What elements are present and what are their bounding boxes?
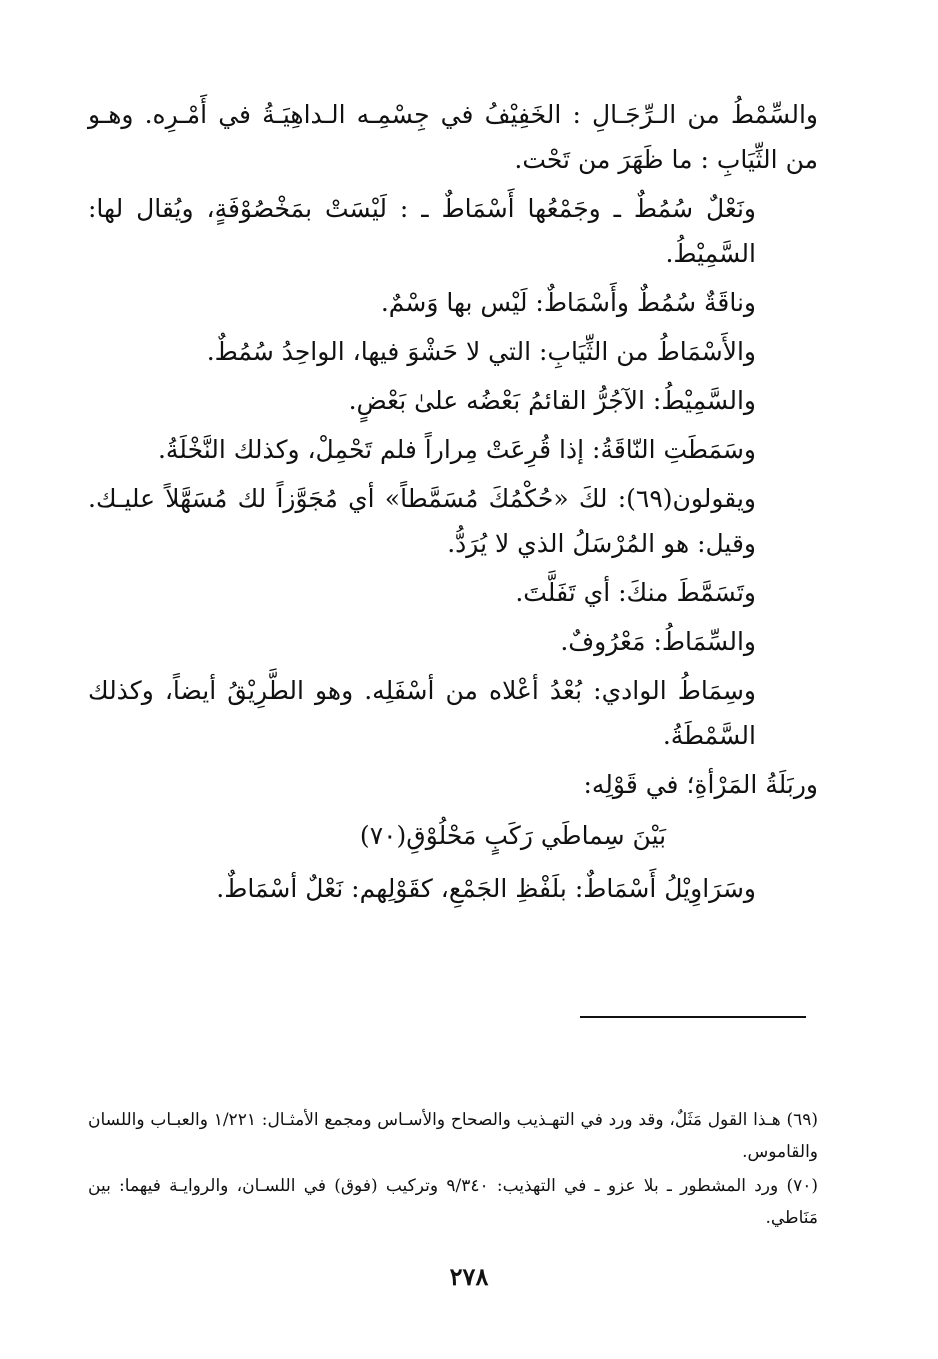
paragraph-1: والسِّمْطُ من الـرِّجَـالِ : الخَفِيْفُ في جِسْمِـه الـداهِيَـةُ في أَمْـرِه. وهـو من الثِّيَابِ : ما ظَهَرَ من تَحْت. bbox=[88, 100, 818, 174]
paragraph-11: وربَلَةُ المَرْأةِ؛ في قَوْلِه: bbox=[583, 770, 818, 799]
paragraph-10: وسِمَاطُ الوادي: بُعْدُ أعْلاه من أسْفَلِه. وهو الطَّرِيْقُ أيضاً، وكذلك السَّمْطَةُ. bbox=[88, 676, 756, 750]
body-text bbox=[88, 92, 818, 915]
paragraph-7: ويقولون(٦٩): لكَ «حُكْمُكَ مُسَمَّطاً» أي مُجَوَّزاً لك مُسَهَّلاً عليـك. وقيل: هو المُرْسَلُ الذي لا يُرَدُّ. bbox=[88, 484, 756, 558]
page-number: ٢٧٨ bbox=[449, 1262, 489, 1291]
paragraph-6: وسَمَطَتِ النّاقَةُ: إذا قُرِعَتْ مِراراً فلم تَحْمِلْ، وكذلك النَّخْلَةُ. bbox=[157, 435, 756, 464]
paragraph-5: والسَّمِيْطُ: الآجُرُّ القائمُ بَعْضُه علىٰ بَعْضٍ. bbox=[348, 386, 756, 415]
footnotes bbox=[88, 1104, 818, 1236]
footnote-separator bbox=[580, 1016, 806, 1018]
paragraph-12: وسَرَاوِيْلُ أَسْمَاطٌ: بلَفْظِ الجَمْعِ، كقَوْلِهم: نَعْلٌ أسْمَاطٌ. bbox=[216, 874, 756, 903]
paragraph-2: ونَعْلٌ سُمُطٌ ـ وجَمْعُها أَسْمَاطٌ ـ : لَيْسَتْ بمَخْصُوْفَةٍ، ويُقال لها: السَّمِيْطُ. bbox=[88, 194, 756, 268]
verse-line: بَيْنَ سِماطَي رَكَبٍ مَحْلُوْقِ(٧٠) bbox=[359, 821, 667, 850]
paragraph-3: وناقَةٌ سُمُطٌ وأَسْمَاطٌ: لَيْس بها وَسْمٌ. bbox=[380, 288, 756, 317]
paragraph-9: والسِّمَاطُ: مَعْرُوفٌ. bbox=[560, 627, 756, 656]
footnote-69: (٦٩) هـذا القول مَثَلٌ، وقد ورد في التهـذيب والصحاح والأسـاس ومجمع الأمثـال: ١/٢٢١ والعبـاب واللسان والقاموس. bbox=[88, 1110, 818, 1162]
paragraph-4: والأَسْمَاطُ من الثِّيَابِ: التي لا حَشْوَ فيها، الواحِدُ سُمُطٌ. bbox=[206, 337, 756, 366]
footnote-70: (٧٠) ورد المشطور ـ بلا عزو ـ في التهذيب: ٩/٣٤٠ وتركيب (فوق) في اللسـان، والروايـة فيهما: بين مَنَاطي. bbox=[88, 1176, 818, 1228]
paragraph-8: وتَسَمَّطَ منكَ: أي تَفَلَّتَ. bbox=[515, 578, 756, 607]
